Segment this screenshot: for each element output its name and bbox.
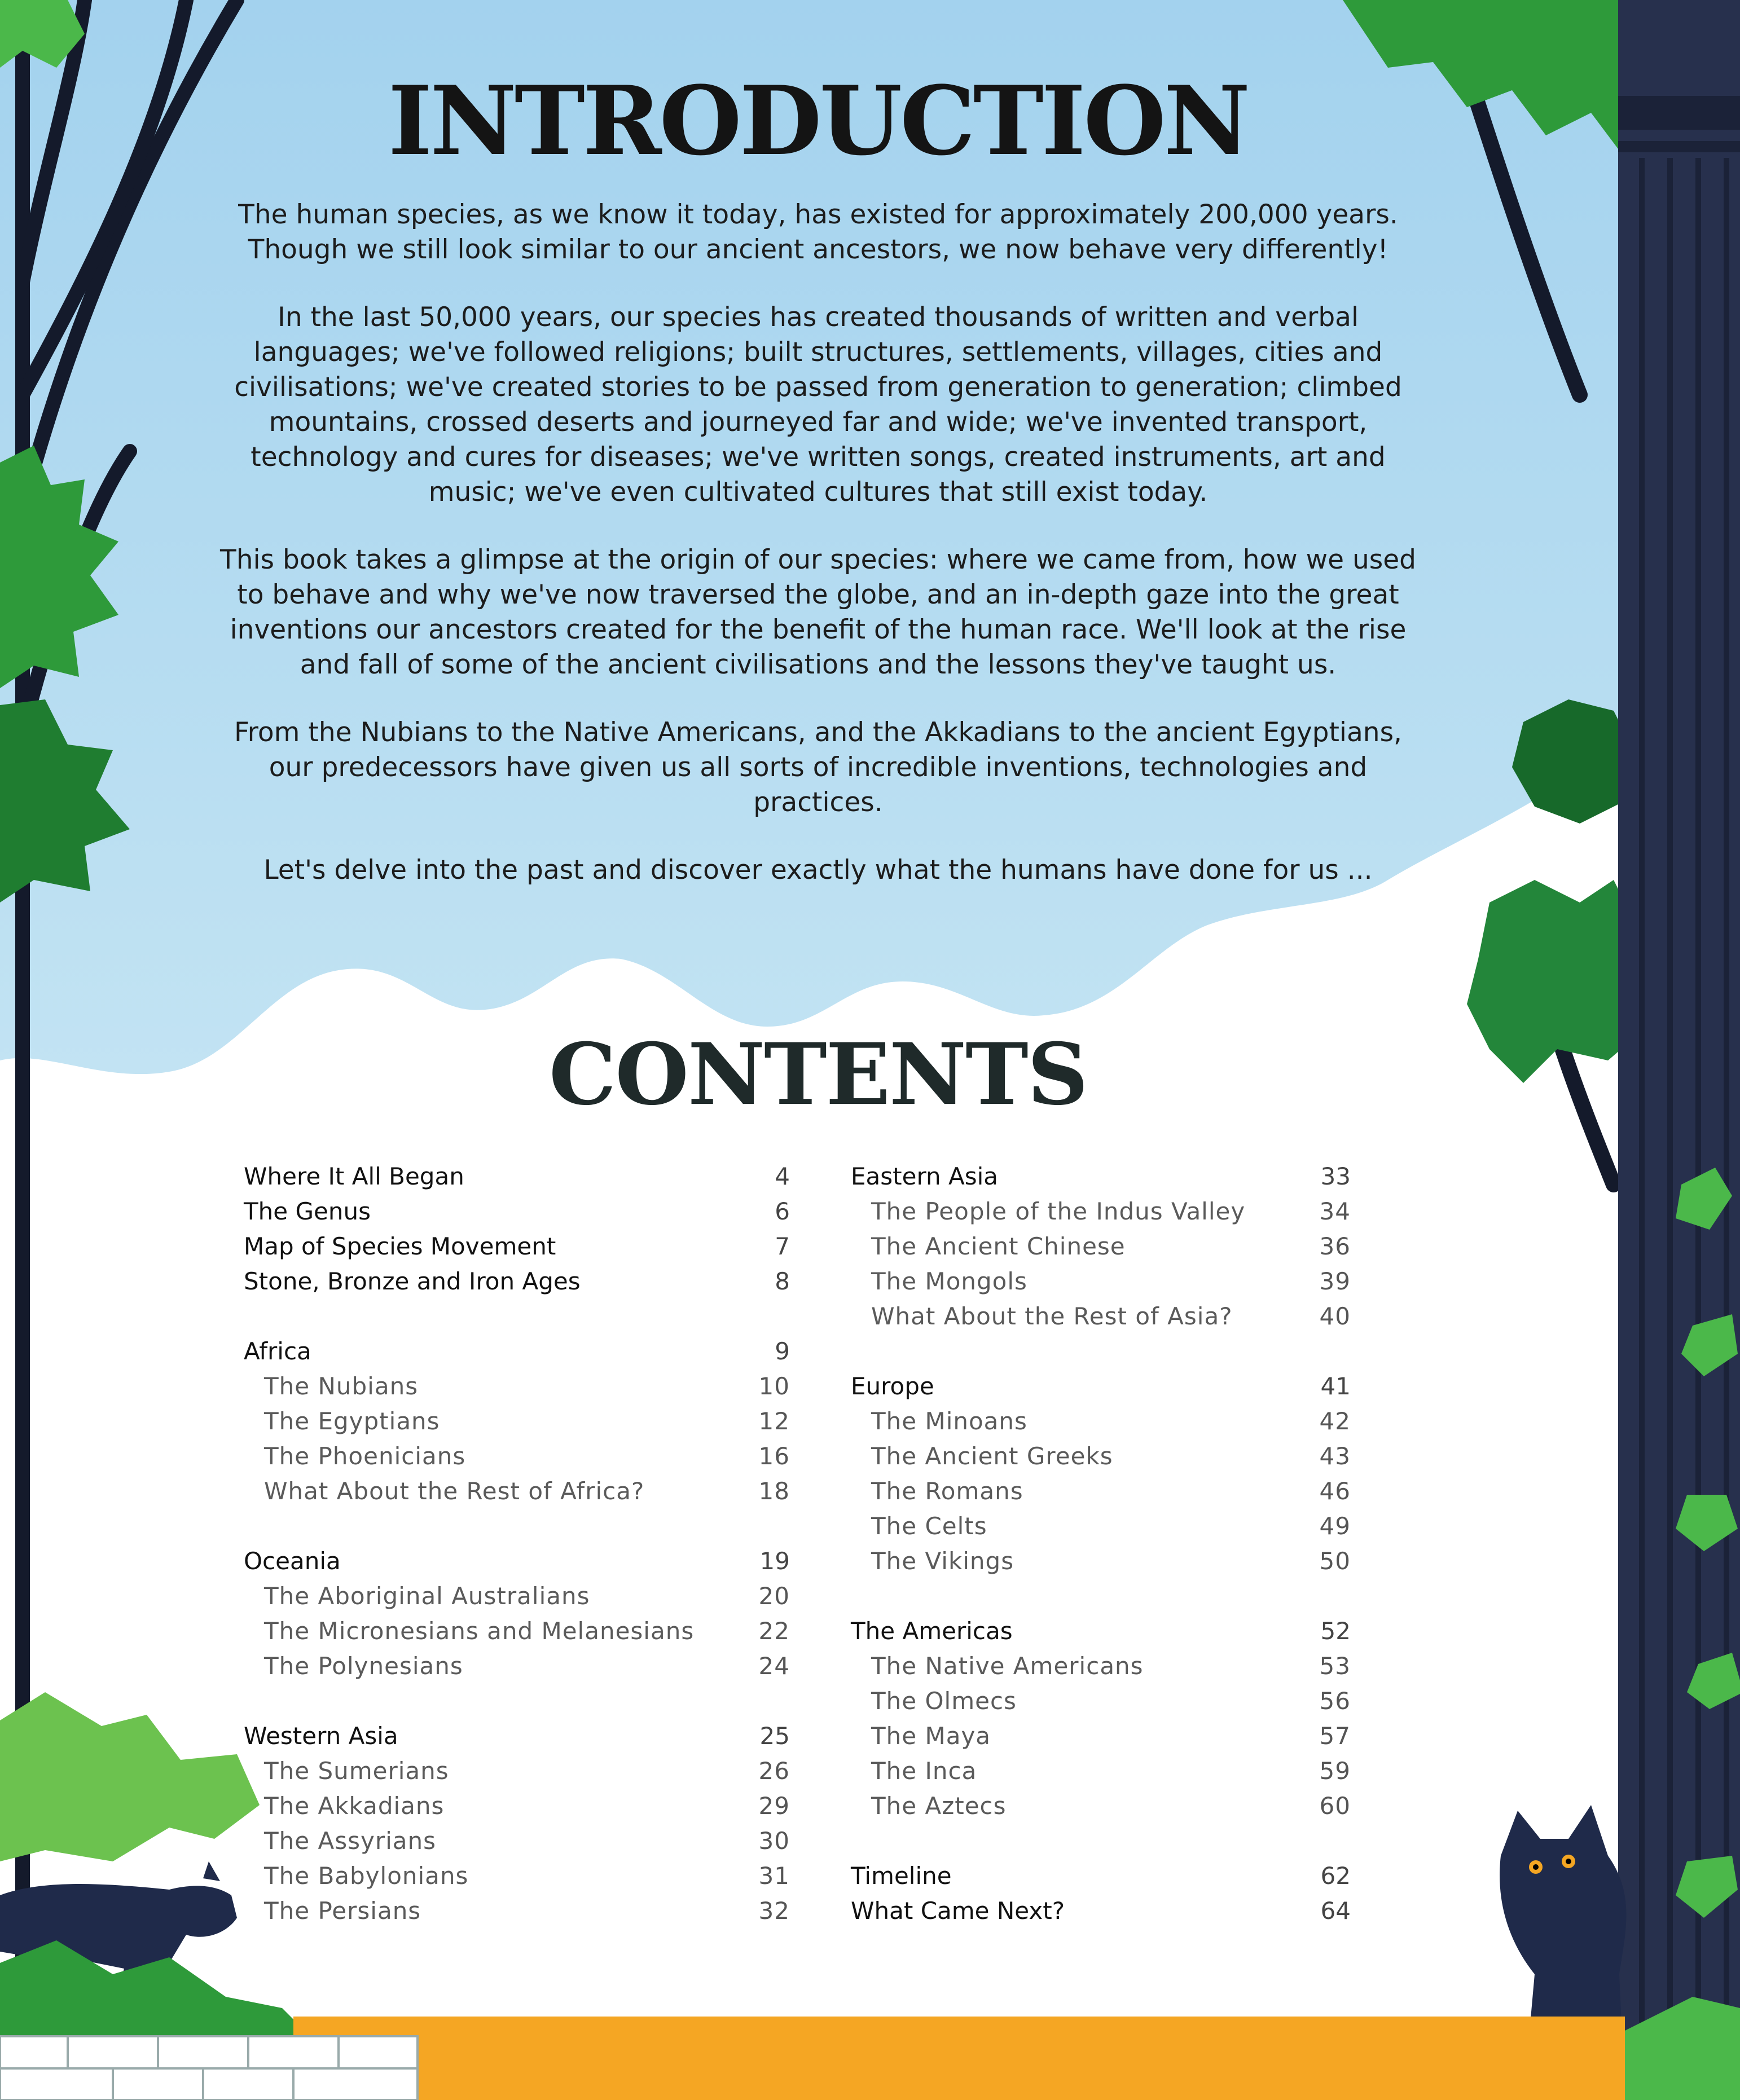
contents-entry <box>851 1754 1351 1789</box>
page-number: 7 <box>775 1232 790 1260</box>
entry-label: Oceania <box>244 1547 341 1575</box>
contents-entry <box>244 1439 790 1474</box>
contents-entry <box>851 1509 1351 1544</box>
page-number: 19 <box>759 1547 790 1575</box>
entry-label: Western Asia <box>244 1722 398 1750</box>
page-number: 52 <box>1320 1617 1351 1645</box>
contents-heading: CONTENTS <box>548 1025 1088 1124</box>
contents-entry <box>851 1894 1351 1929</box>
page-number: 57 <box>1319 1722 1351 1750</box>
entry-label: The Aboriginal Australians <box>264 1582 590 1610</box>
contents-section <box>851 1159 1351 1334</box>
entry-label: The Vikings <box>871 1547 1014 1575</box>
page-number: 34 <box>1319 1198 1351 1225</box>
page-number: 59 <box>1319 1757 1351 1785</box>
entry-label: Where It All Began <box>244 1163 464 1190</box>
section-heading <box>851 1614 1351 1649</box>
contents-entry <box>244 1649 790 1684</box>
contents-entry <box>244 1824 790 1859</box>
entry-label: Africa <box>244 1337 311 1365</box>
contents-entry <box>851 1859 1351 1894</box>
page-number: 9 <box>775 1337 790 1365</box>
contents-entry <box>244 1264 790 1299</box>
contents-entry <box>851 1474 1351 1509</box>
entry-label: The Persians <box>264 1897 421 1925</box>
entry-label: The Minoans <box>871 1407 1027 1435</box>
entry-label: The Micronesians and Melanesians <box>264 1617 695 1645</box>
entry-label: The Aztecs <box>871 1792 1007 1820</box>
page-number: 24 <box>758 1652 790 1680</box>
section-heading <box>244 1544 790 1579</box>
entry-label: The Phoenicians <box>264 1442 466 1470</box>
page-number: 18 <box>758 1477 790 1505</box>
page-number: 30 <box>758 1827 790 1855</box>
entry-label: The Inca <box>871 1757 977 1785</box>
introduction-heading: INTRODUCTION <box>388 65 1249 177</box>
intro-paragraph: Let's delve into the past and discover exactly what the humans have done for us ... <box>263 855 1373 886</box>
contents-entry <box>244 1789 790 1824</box>
entry-label: The Assyrians <box>264 1827 436 1855</box>
page-number: 25 <box>759 1722 790 1750</box>
intro-paragraph: The human species, as we know it today, has existed for approximately 200,000 years. Though we still look similar to our ancient ancestors, we now behave very differently! <box>238 199 1398 265</box>
contents-section <box>244 1544 790 1684</box>
contents-section <box>851 1614 1351 1824</box>
entry-label: The Romans <box>871 1477 1023 1505</box>
page-number: 22 <box>758 1617 790 1645</box>
contents-column-left <box>244 1159 790 1963</box>
page-number: 33 <box>1320 1163 1351 1190</box>
page-number: 43 <box>1319 1442 1351 1470</box>
intro-paragraph: From the Nubians to the Native Americans, and the Akkadians to the ancient Egyptians, our predecessors have given us all sorts of incredible inventions, technologies and practices. <box>234 717 1402 818</box>
section-heading <box>851 1159 1351 1194</box>
page-number: 8 <box>775 1267 790 1295</box>
entry-label: The Native Americans <box>871 1652 1144 1680</box>
section-heading <box>244 1334 790 1369</box>
contents-section <box>244 1719 790 1929</box>
page-number: 26 <box>758 1757 790 1785</box>
page-number: 53 <box>1319 1652 1351 1680</box>
entry-label: The Babylonians <box>264 1862 469 1890</box>
intro-paragraph: This book takes a glimpse at the origin of our species: where we came from, how we used to behave and why we've now traversed the globe, and an in-depth gaze into the great inventions our ancestors created for the benefit of the human race. We'll look at the rise and fall of some of the ancient civilisations and the lessons they've taught us. <box>220 544 1416 680</box>
entry-label: Map of Species Movement <box>244 1232 556 1260</box>
entry-label: The Sumerians <box>264 1757 449 1785</box>
contents-entry <box>851 1649 1351 1684</box>
page-number: 4 <box>775 1163 790 1190</box>
page-number: 36 <box>1319 1232 1351 1260</box>
contents-entry <box>244 1579 790 1614</box>
entry-label: What About the Rest of Asia? <box>871 1302 1233 1330</box>
introduction-text <box>209 197 1427 921</box>
entry-label: Stone, Bronze and Iron Ages <box>244 1267 581 1295</box>
contents-entry <box>851 1229 1351 1264</box>
entry-label: Europe <box>851 1372 934 1400</box>
contents-entry <box>851 1299 1351 1334</box>
contents-entry <box>851 1719 1351 1754</box>
entry-label: The Americas <box>851 1617 1013 1645</box>
entry-label: The Ancient Chinese <box>871 1232 1126 1260</box>
contents-entry <box>851 1264 1351 1299</box>
contents-column-right <box>851 1159 1351 1963</box>
page-number: 56 <box>1319 1687 1351 1715</box>
page-number: 50 <box>1319 1547 1351 1575</box>
entry-label: The Egyptians <box>264 1407 440 1435</box>
contents-entry <box>851 1789 1351 1824</box>
entry-label: The Polynesians <box>264 1652 463 1680</box>
page-number: 16 <box>758 1442 790 1470</box>
ground <box>293 2017 1625 2100</box>
section-heading <box>851 1369 1351 1404</box>
contents-entry <box>244 1894 790 1929</box>
page-number: 32 <box>758 1897 790 1925</box>
contents-entry <box>851 1194 1351 1229</box>
page-number: 41 <box>1320 1372 1351 1400</box>
entry-label: Timeline <box>851 1862 952 1890</box>
contents-entry <box>851 1544 1351 1579</box>
page-number: 46 <box>1319 1477 1351 1505</box>
contents-entry <box>851 1439 1351 1474</box>
entry-label: What Came Next? <box>851 1897 1065 1925</box>
entry-label: The Olmecs <box>871 1687 1017 1715</box>
entry-label: The Maya <box>871 1722 991 1750</box>
contents-section <box>244 1334 790 1509</box>
entry-label: What About the Rest of Africa? <box>264 1477 645 1505</box>
page-number: 29 <box>758 1792 790 1820</box>
contents-section <box>244 1159 790 1299</box>
page-number: 40 <box>1319 1302 1351 1330</box>
contents-section <box>851 1369 1351 1579</box>
contents-entry <box>851 1684 1351 1719</box>
page-number: 42 <box>1319 1407 1351 1435</box>
section-heading <box>244 1719 790 1754</box>
contents-entry <box>851 1404 1351 1439</box>
entry-label: The Ancient Greeks <box>871 1442 1113 1470</box>
entry-label: The Celts <box>871 1512 987 1540</box>
contents-entry <box>244 1229 790 1264</box>
contents-entry <box>244 1474 790 1509</box>
page-number: 39 <box>1319 1267 1351 1295</box>
contents-entry <box>244 1194 790 1229</box>
page-number: 10 <box>758 1372 790 1400</box>
contents-section <box>851 1859 1351 1929</box>
contents-entry <box>244 1614 790 1649</box>
entry-label: The Nubians <box>264 1372 419 1400</box>
page-number: 60 <box>1319 1792 1351 1820</box>
entry-label: The Akkadians <box>264 1792 445 1820</box>
contents-entry <box>244 1754 790 1789</box>
entry-label: The People of the Indus Valley <box>871 1198 1246 1225</box>
page-number: 31 <box>758 1862 790 1890</box>
entry-label: Eastern Asia <box>851 1163 998 1190</box>
intro-paragraph: In the last 50,000 years, our species has created thousands of written and verbal languages; we've followed religions; built structures, settlements, villages, cities and civilisations; we've created stories to be passed from generation to generation; climbed mountains, crossed deserts and journeyed far and wide; we've invented transport, technology and cures for diseases; we've written songs, created instruments, art and music; we've even cultivated cultures that still exist today. <box>234 302 1402 508</box>
contents-entry <box>244 1859 790 1894</box>
column <box>1618 0 1740 2100</box>
page-number: 62 <box>1320 1862 1351 1890</box>
brick-wall <box>0 2036 418 2100</box>
contents-entry <box>244 1369 790 1404</box>
contents-entry <box>244 1159 790 1194</box>
page-number: 49 <box>1319 1512 1351 1540</box>
entry-label: The Mongols <box>871 1267 1027 1295</box>
contents-entry <box>244 1404 790 1439</box>
page-number: 6 <box>775 1198 790 1225</box>
page-number: 64 <box>1320 1897 1351 1925</box>
page-number: 20 <box>758 1582 790 1610</box>
entry-label: The Genus <box>244 1198 371 1225</box>
page-number: 12 <box>758 1407 790 1435</box>
